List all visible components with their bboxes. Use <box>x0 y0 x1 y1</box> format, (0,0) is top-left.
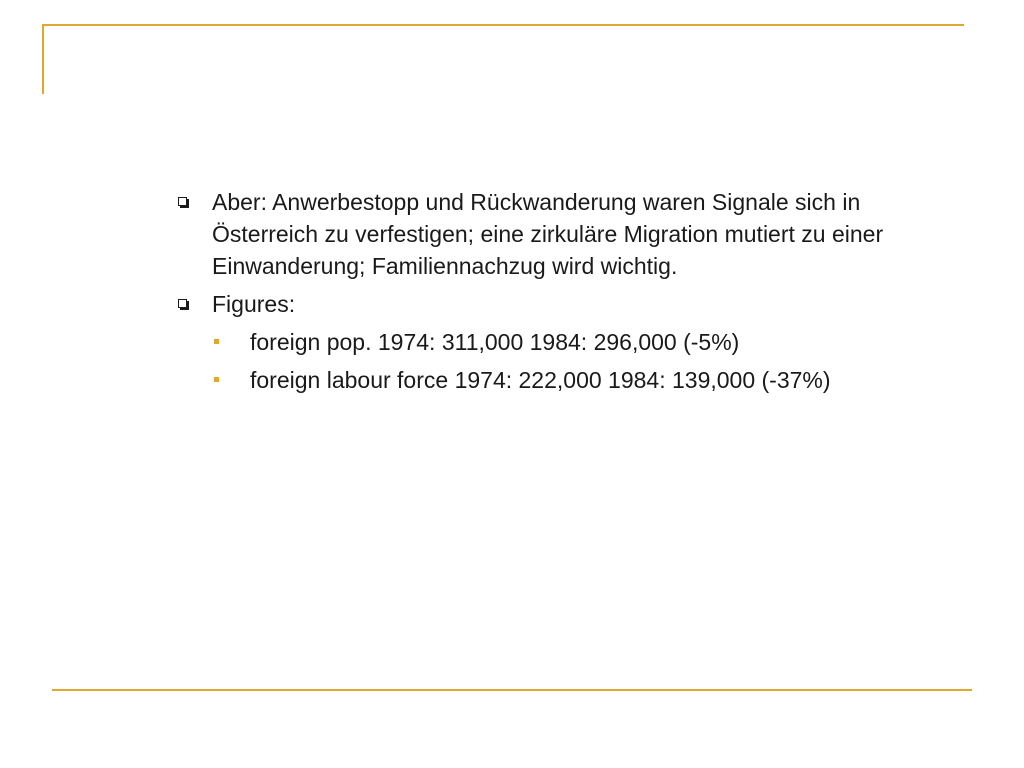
frame-top-rule <box>42 24 964 26</box>
bullet-item-figures <box>178 288 938 320</box>
bullet-text: Figures: <box>212 291 296 317</box>
sub-bullet-item-foreign-labour <box>178 364 900 396</box>
frame-bottom-rule <box>52 689 972 691</box>
bullet-text: Aber: Anwerbestopp und Rückwanderung waren Signale sich in Österreich zu verfestigen; eine zirkuläre Migration mutiert zu einer Einwanderung; Familiennachzug wird wichtig. <box>212 189 884 279</box>
sub-bullet-text: foreign pop. 1974: 311,000 1984: 296,000 (-5%) <box>250 329 740 355</box>
small-square-bullet-icon <box>214 339 219 344</box>
bullet-item-aber <box>178 186 938 282</box>
frame-left-rule <box>42 24 44 94</box>
hollow-square-bullet-icon <box>178 299 187 308</box>
slide-body <box>178 186 938 402</box>
small-square-bullet-icon <box>214 377 219 382</box>
sub-bullet-item-foreign-pop <box>178 326 900 358</box>
hollow-square-bullet-icon <box>178 197 187 206</box>
sub-bullet-text: foreign labour force 1974: 222,000 1984: 139,000 (-37%) <box>250 367 831 393</box>
